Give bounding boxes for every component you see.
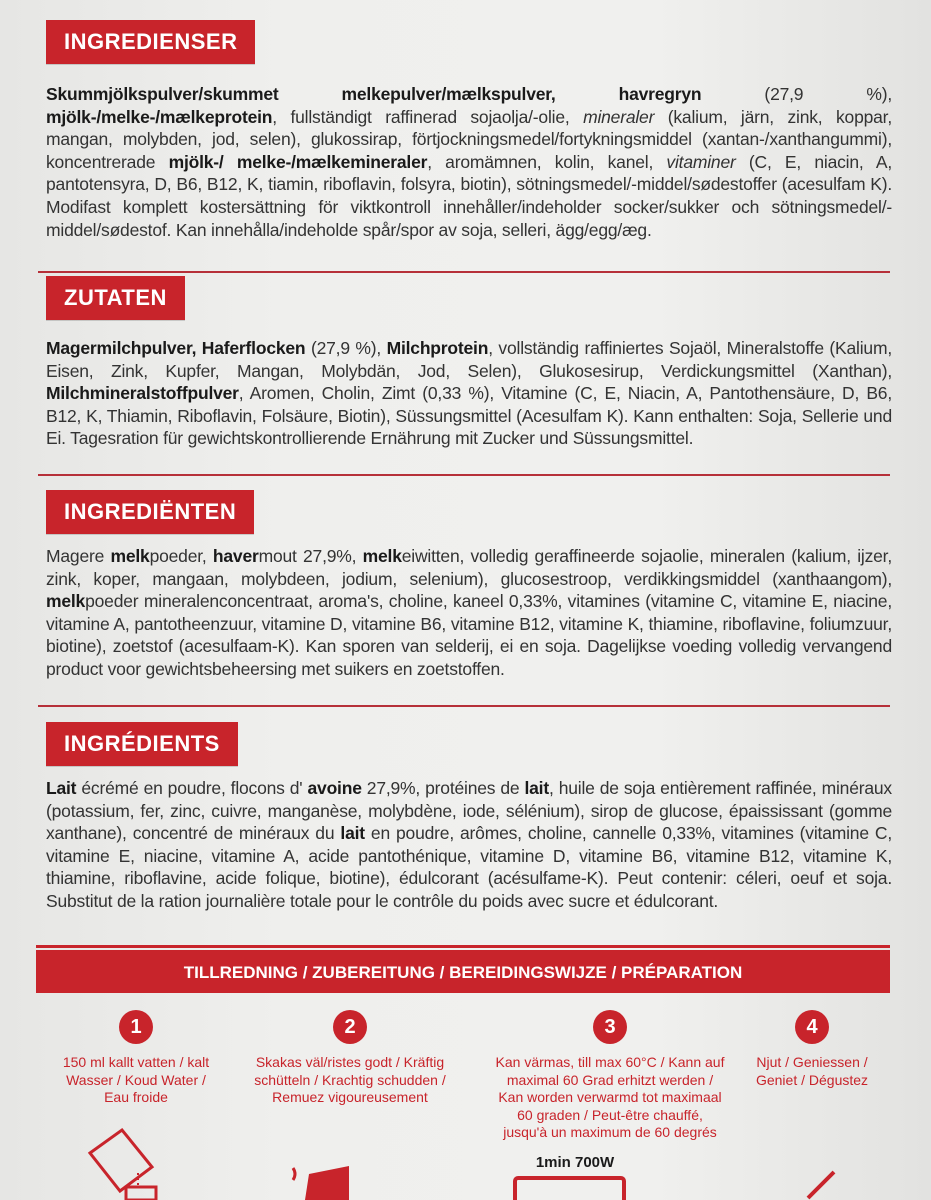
section-heading-ingredienser: INGREDIENSER [46,20,255,64]
step-text: 150 ml kallt vatten / kalt Wasser / Koud Water / Eau froide [62,1054,210,1105]
preparation-step-1 [36,1010,236,1107]
preparation-step-4 [712,1010,912,1089]
section-body-ingredienten: Magere melkpoeder, havermout 27,9%, melkeiwitten, volledig geraffineerde sojaolie, mineralen (kalium, ijzer, zink, koper, mangaan, molybdeen, jodium, selenium), glucosestroop, verdikkingsmiddel (xanthaangom), melkpoeder mineralenconcentraat, aroma's, choline, kaneel 0,33%, vitamines (vitamine C, vitamine E, niacine, vitamine A, pantotheenzuur, vitamine D, vitamine B6, vitamine B12, vitamine K, thiamine, riboflavine, foliumzuur, biotine), zoetstof (acesulfaam-K). Kan sporen van selderij, ei en soja. Dagelijkse voeding volledig vervangend product voor gewichtsbeheersing met suikers en zoetstoffen. [46,546,892,679]
preparation-step-3 [495,1010,725,1142]
microwave-icon [512,1175,627,1200]
step-number-badge: 2 [333,1010,367,1044]
section-body-ingredienser: Skummjölkspulver/skummet melkepulver/mælkspulver, havregryn (27,9 %), mjölk-/melke-/mælkeprotein, fullständigt raffinerad sojaolja/-olie, mineraler (kalium, järn, zink, koppar, mangan, molybden, jod, selen), glukossirap, förtjockningsmedel/fortykningsmiddel (xantan-/xanthangummi), koncentrerade mjölk-/ melke-/mælkemineraler, aromämnen, kolin, kanel, vitaminer (C, E, niacin, A, pantotensyra, D, B6, B12, K, tiamin, riboflavin, folsyra, biotin), sötningsmedel/-middel/sødestoffer (acesulfam K). Modifast komplett kostersättning för viktkontroll innehåller/indeholder socker/sukker och sötningsmedel/-middel/sødestof. Kan innehålla/indeholde spår/spor av soja, selleri, ägg/egg/æg. [46,84,893,240]
section-divider [38,705,890,707]
step-number-badge: 4 [795,1010,829,1044]
section-heading-ingredienten: INGREDIËNTEN [46,490,254,534]
section-heading-ingredients: INGRÉDIENTS [46,722,238,766]
section-heading-zutaten: ZUTATEN [46,276,185,320]
section-divider [38,474,890,476]
section-body-zutaten: Magermilchpulver, Haferflocken (27,9 %), Milchprotein, vollständig raffiniertes Sojaöl, Mineralstoffe (Kalium, Eisen, Zink, Kupfer, Mangan, Molybdän, Jod, Selen), Glukosesirup, Verdickungsmittel (Xanthan), Milchmineralstoffpulver, Aromen, Cholin, Zimt (0,33 %), Vitamine (C, E, Niacin, A, Pantothensäure, D, B6, B12, K, Thiamin, Riboflavin, Folsäure, Biotin), Süssungsmittel (Acesulfam K). Kann enthalten: Soja, Sellerie und Ei. Tagesration für gewichtskontrollierende Ernährung mit Zucker und Süssungsmittel. [46,338,892,449]
step-text: Skakas väl/ristes godt / Kräftig schütteln / Krachtig schudden / Remuez vigoureusement [254,1054,446,1105]
preparation-step-2 [250,1010,450,1107]
shaker-icon [285,1160,365,1200]
step-number-badge: 1 [119,1010,153,1044]
microwave-label: 1min 700W [535,1154,615,1171]
section-body-ingredients: Lait écrémé en poudre, flocons d' avoine 27,9%, protéines de lait, huile de soja entièrement raffinée, minéraux (potassium, fer, zinc, cuivre, manganèse, molybdène, iode, sélénium), sirop de glucose, épaississant (gomme xanthane), concentré de minéraux du lait en poudre, arômes, choline, cannelle 0,33%, vitamines (vitamine C, vitamine E, niacine, vitamine A, acide pantothénique, vitamine D, vitamine B6, vitamine B12, vitamine K, thiamine, riboflavine, acide folique, biotine), édulcorant (acésulfame-K). Peut contenir: céleri, oeuf et soja. Substitut de la ration journalière totale pour le contrôle du poids avec sucre et édulcorant. [46,778,892,911]
drink-icon [800,1168,850,1200]
step-text: Njut / Geniessen / Geniet / Dégustez [755,1054,869,1088]
preparation-title-bar: TILLREDNING / ZUBEREITUNG / BEREIDINGSWIJZE / PRÉPARATION [36,950,890,993]
step-number-badge: 3 [593,1010,627,1044]
step-text: Kan värmas, till max 60°C / Kann auf maximal 60 Grad erhitzt werden / Kan worden verwarmd tot maximaal 60 graden / Peut-être chauffé, jusqu'à un maximum de 60 degrés [495,1054,725,1140]
section-divider [38,271,890,273]
powder-sachet-icon [80,1125,170,1200]
